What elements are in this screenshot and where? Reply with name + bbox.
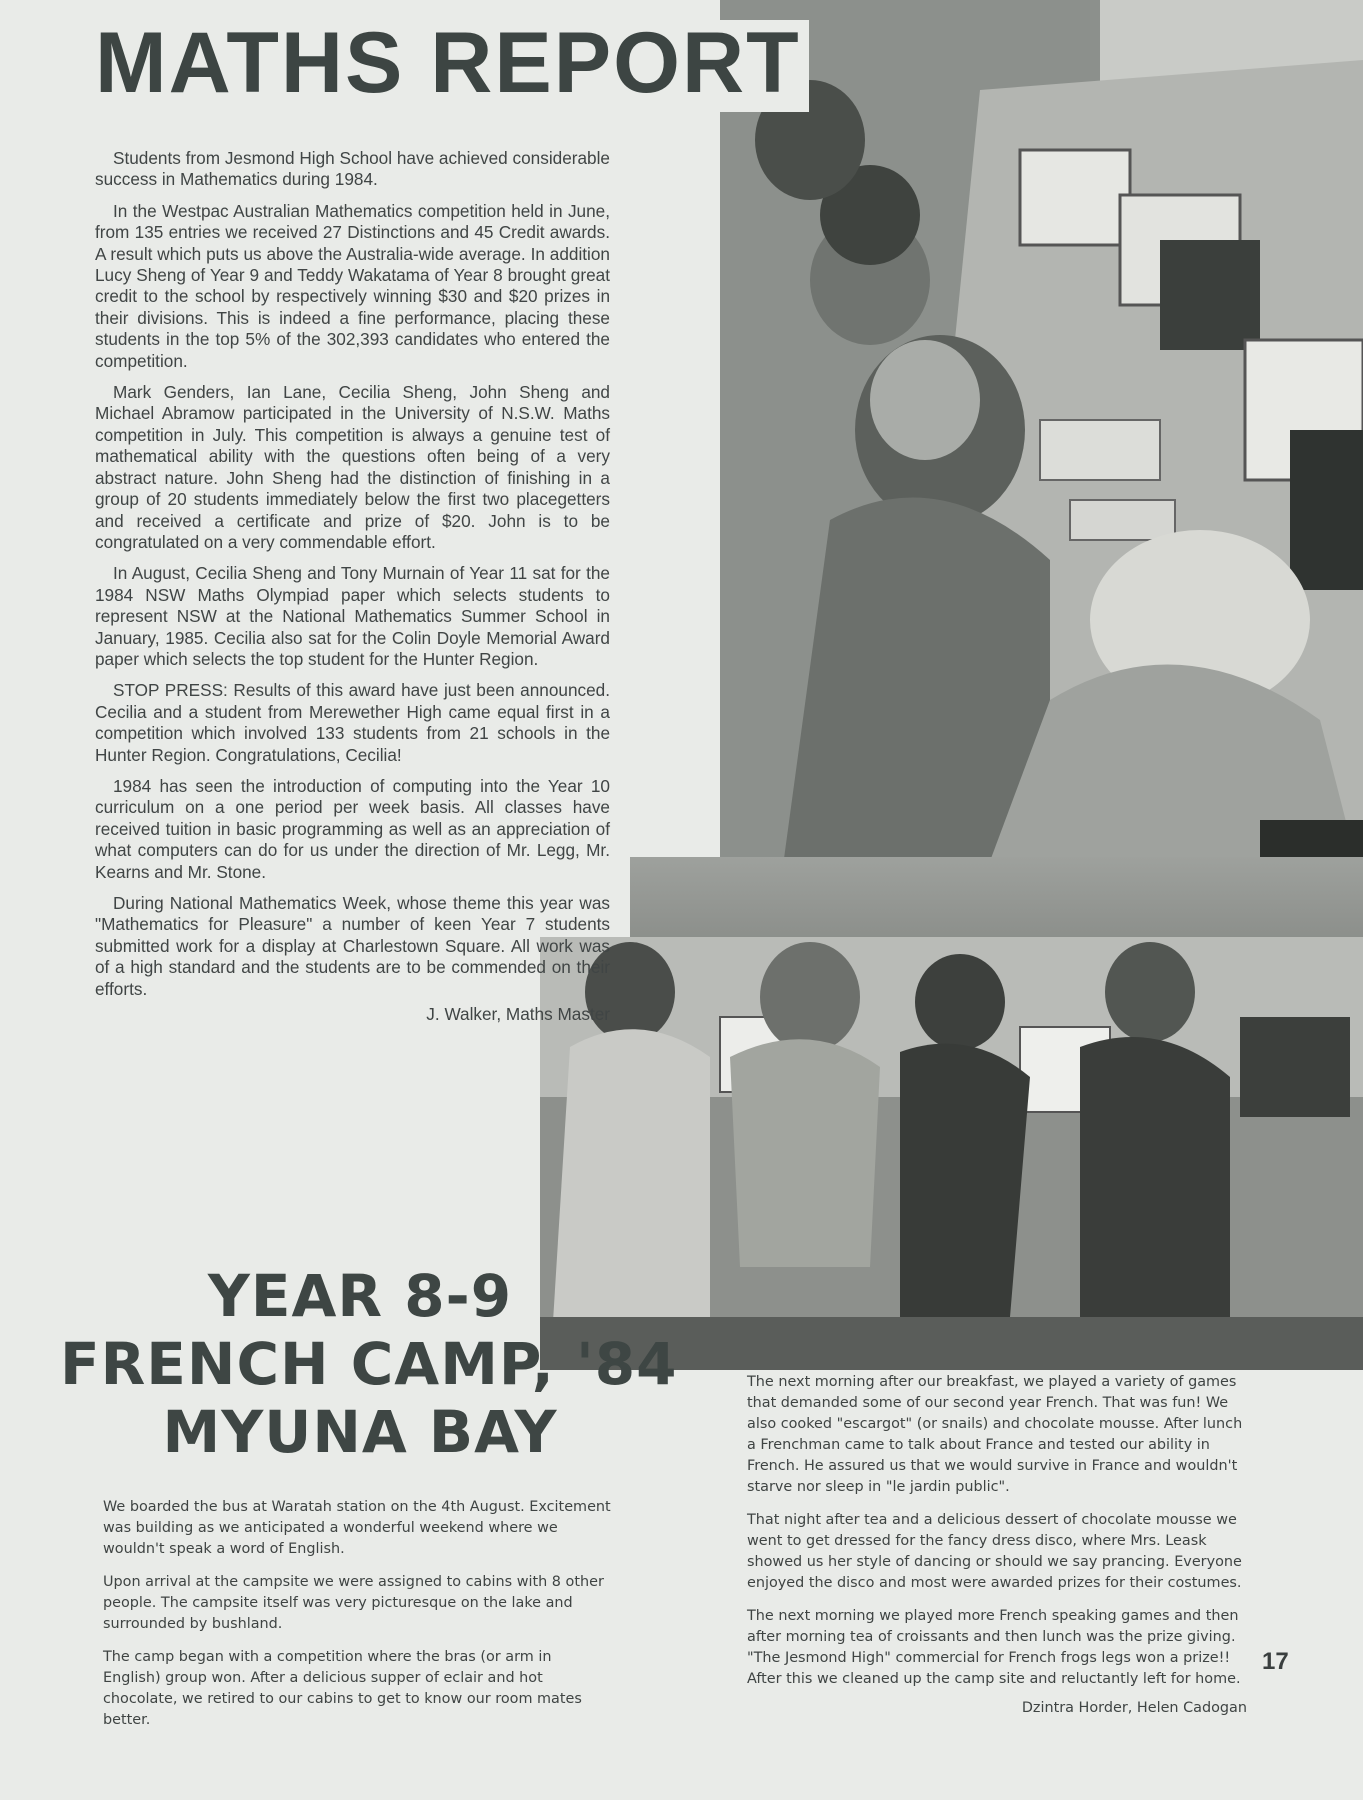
maths-signature: J. Walker, Maths Master: [426, 1004, 610, 1025]
french-paragraph: The next morning after our breakfast, we played a variety of games that demanded some of our second year French. That was fun! We also cooked "escargot" (or snails) and chocolate mousse. After lunch a Frenchman came to talk about France and tested our ability in French. He assured us that we would survive in France and wouldn't starve nor sleep in "le jardin public".: [747, 1374, 1243, 1495]
french-camp-left-column: [103, 1497, 613, 1743]
french-camp-right-column: [747, 1372, 1247, 1731]
page-number: 17: [1262, 1648, 1289, 1675]
maths-paragraph: STOP PRESS: Results of this award have just been announced. Cecilia and a student from Merewether High came equal first in a competition which involved 133 students from 21 schools in the Hunter Region. Congratulations, Cecilia!: [95, 680, 610, 765]
french-paragraph: The camp began with a competition where the bras (or arm in English) group won. After a delicious supper of eclair and hot chocolate, we retired to our cabins to get to know our room mates better.: [103, 1649, 582, 1728]
french-paragraph: Upon arrival at the campsite we were assigned to cabins with 8 other people. The campsite itself was very picturesque on the lake and surrounded by bushland.: [103, 1574, 604, 1632]
maths-paragraph: In August, Cecilia Sheng and Tony Murnain of Year 11 sat for the 1984 NSW Maths Olympiad paper which selects students to represent NSW at the National Mathematics Summer School in January, 1985. Cecilia also sat for the Colin Doyle Memorial Award paper which selects the top student for the Hunter Region.: [95, 563, 610, 669]
french-title-line: MYUNA BAY: [162, 1398, 558, 1466]
photo-overlap-strip: [630, 857, 1363, 947]
computer-lab-photo-bottom: [540, 937, 1363, 1370]
french-camp-title: [60, 1262, 678, 1466]
computer-lab-photo-top: [720, 0, 1363, 888]
maths-paragraph: Mark Genders, Ian Lane, Cecilia Sheng, John Sheng and Michael Abramow participated in the University of N.S.W. Maths competition in July. This competition is always a genuine test of mathematical ability with the questions often being of a very abstract nature. John Sheng had the distinction of finishing in a group of 20 students immediately below the first two placegetters and received a certificate and prize of $20. John is to be congratulated on a very commendable effort.: [95, 382, 610, 552]
maths-paragraph: 1984 has seen the introduction of computing into the Year 10 curriculum on a one period per week basis. All classes have received tuition in basic programming as well as an appreciation of what computers can do for us under the direction of Mr. Legg, Mr. Kearns and Mr. Stone.: [95, 775, 610, 882]
french-title-line: FRENCH CAMP, '84: [60, 1330, 678, 1398]
maths-paragraph: Students from Jesmond High School have achieved considerable success in Mathematics during 1984.: [95, 148, 610, 190]
maths-report-title: MATHS REPORT: [95, 20, 809, 112]
french-signature: Dzintra Horder, Helen Cadogan: [1021, 1700, 1247, 1716]
french-paragraph: We boarded the bus at Waratah station on the 4th August. Excitement was building as we anticipated a wonderful weekend where we wouldn't speak a word of English.: [103, 1499, 611, 1557]
maths-paragraph: In the Westpac Australian Mathematics competition held in June, from 135 entries we received 27 Distinctions and 45 Credit awards. A result which puts us above the Australia-wide average. In addition Lucy Sheng of Year 9 and Teddy Wakatama of Year 8 brought great credit to the school by respectively winning $30 and $20 prizes in their divisions. This is indeed a fine performance, placing these students in the top 5% of the 302,393 candidates who entered the competition.: [95, 200, 610, 371]
maths-paragraph: During National Mathematics Week, whose theme this year was "Mathematics for Pleasure" a number of keen Year 7 students submitted work for a display at Charlestown Square. All work was of a high standard and the students are to be commended on their efforts.: [95, 893, 610, 999]
french-paragraph: The next morning we played more French speaking games and then after morning tea of croissants and then lunch was the prize giving. "The Jesmond High" commercial for French frogs legs won a prize!! After this we cleaned up the camp site and reluctantly left for home.: [747, 1608, 1241, 1687]
maths-report-body: [95, 148, 610, 1035]
french-paragraph: That night after tea and a delicious dessert of chocolate mousse we went to get dressed for the fancy dress disco, where Mrs. Leask showed us her style of dancing or should we say prancing. Everyone enjoyed the disco and most were awarded prizes for their costumes.: [747, 1512, 1242, 1591]
french-title-line: YEAR 8-9: [207, 1262, 513, 1330]
